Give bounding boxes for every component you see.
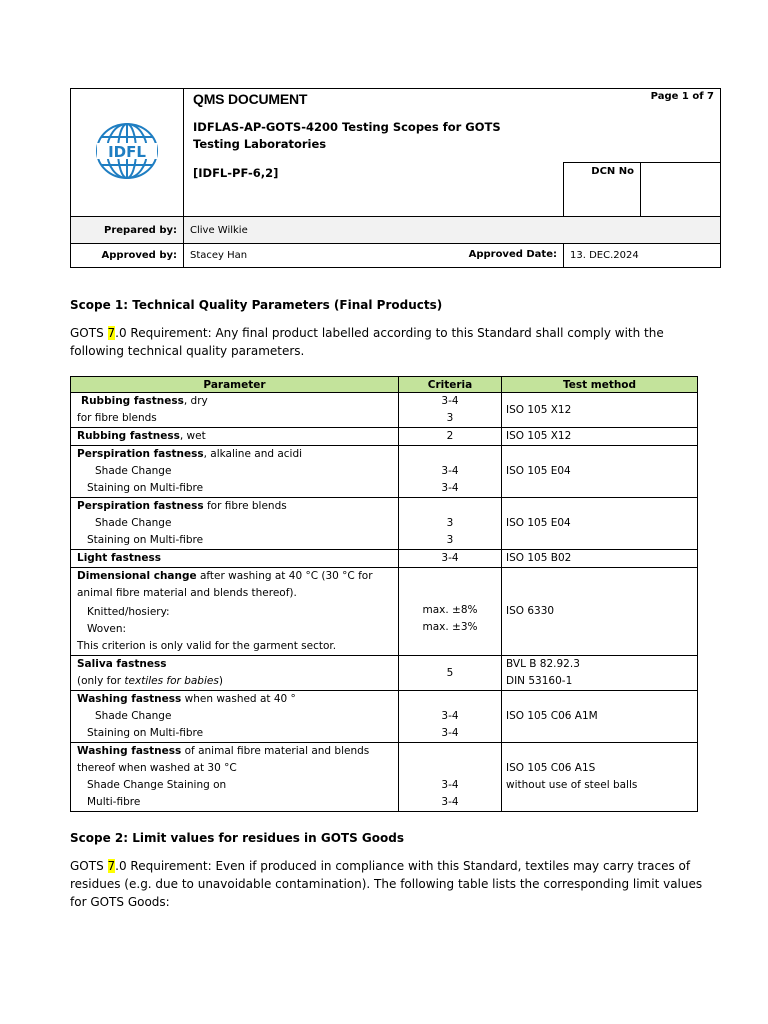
approved-by-cell bbox=[184, 244, 564, 268]
table-row bbox=[71, 743, 698, 812]
scope2-requirement: GOTS 7.0 Requirement: Even if produced in compliance with this Standard, textiles may carry traces of residues (e.g. due to unavoidable contamination). The following table lists the corresponding limit values for GOTS Goods: bbox=[70, 859, 703, 909]
approved-by-value: Stacey Han bbox=[190, 250, 248, 261]
criteria-cell: 5 bbox=[399, 656, 502, 691]
parameter-cell: Perspiration fastness for fibre blends Shade Change Staining on Multi-fibre bbox=[71, 498, 399, 550]
method-cell: ISO 6330 bbox=[502, 568, 698, 656]
parameter-cell: Light fastness bbox=[71, 550, 399, 568]
parameter-cell: Rubbing fastness, dry for fibre blends bbox=[71, 393, 399, 428]
table-row bbox=[71, 428, 698, 446]
method-cell: ISO 105 B02 bbox=[502, 550, 698, 568]
method-cell: BVL B 82.92.3 DIN 53160-1 bbox=[502, 656, 698, 691]
title-cell bbox=[184, 89, 641, 163]
criteria-cell: 2 bbox=[399, 428, 502, 446]
version-highlight: 7 bbox=[107, 859, 116, 873]
column-header-criteria: Criteria bbox=[399, 377, 502, 393]
page-number: Page 1 of 7 bbox=[641, 89, 721, 163]
document-title: IDFLAS-AP-GOTS-4200 Testing Scopes for GOTS Testing Laboratories bbox=[193, 120, 501, 151]
table-row bbox=[71, 656, 698, 691]
parameter-cell: Washing fastness when washed at 40 ° Shade Change Staining on Multi-fibre bbox=[71, 691, 399, 743]
scope1-requirement: GOTS 7.0 Requirement: Any final product labelled according to this Standard shall comply with the following technical quality parameters. bbox=[70, 326, 664, 358]
document-header-table bbox=[70, 88, 721, 268]
dcn-label: DCN No bbox=[564, 163, 641, 217]
criteria-cell: 3-4 3-4 bbox=[399, 691, 502, 743]
method-cell: ISO 105 C06 A1M bbox=[502, 691, 698, 743]
criteria-cell: 3 3 bbox=[399, 498, 502, 550]
approved-date-value: 13. DEC.2024 bbox=[564, 244, 721, 268]
criteria-cell: max. ±8% max. ±3% bbox=[399, 568, 502, 656]
criteria-cell: 3-4 bbox=[399, 550, 502, 568]
prepared-by-label: Prepared by: bbox=[71, 217, 184, 244]
parameter-cell: Perspiration fastness, alkaline and acidi Shade Change Staining on Multi-fibre bbox=[71, 446, 399, 498]
approved-date-label: Approved Date: bbox=[468, 249, 557, 260]
scope1-heading: Scope 1: Technical Quality Parameters (Final Products) bbox=[70, 298, 443, 312]
method-cell: ISO 105 X12 bbox=[502, 428, 698, 446]
qms-document-label: QMS DOCUMENT bbox=[193, 91, 308, 107]
method-cell: ISO 105 E04 bbox=[502, 498, 698, 550]
criteria-cell: 3-4 3-4 bbox=[399, 743, 502, 812]
scope2-heading: Scope 2: Limit values for residues in GOTS Goods bbox=[70, 831, 404, 845]
technical-quality-table bbox=[70, 376, 698, 812]
table-row bbox=[71, 568, 698, 656]
criteria-cell: 3-4 3-4 bbox=[399, 446, 502, 498]
column-header-test-method: Test method bbox=[502, 377, 698, 393]
method-cell: ISO 105 E04 bbox=[502, 446, 698, 498]
parameter-cell: Washing fastness of animal fibre material and blends thereof when washed at 30 °C Shade Change Staining on Multi-fibre bbox=[71, 743, 399, 812]
version-highlight: 7 bbox=[107, 326, 116, 340]
parameter-cell: Dimensional change after washing at 40 °C (30 °C for animal fibre material and blends thereof). Knitted/hosiery: Woven: This criterion is only valid for the garment sector. bbox=[71, 568, 399, 656]
table-row bbox=[71, 393, 698, 428]
svg-text:IDFL: IDFL bbox=[108, 143, 146, 161]
parameter-cell: Rubbing fastness, wet bbox=[71, 428, 399, 446]
dcn-value bbox=[641, 163, 721, 217]
document-code: [IDFL-PF-6,2] bbox=[193, 165, 279, 180]
approved-by-label: Approved by: bbox=[71, 244, 184, 268]
method-cell: ISO 105 X12 bbox=[502, 393, 698, 428]
table-row bbox=[71, 498, 698, 550]
table-row bbox=[71, 550, 698, 568]
criteria-cell: 3-4 3 bbox=[399, 393, 502, 428]
method-cell: ISO 105 C06 A1S without use of steel balls bbox=[502, 743, 698, 812]
table-row bbox=[71, 446, 698, 498]
parameter-cell: Saliva fastness (only for textiles for babies) bbox=[71, 656, 399, 691]
column-header-parameter: Parameter bbox=[71, 377, 399, 393]
table-row bbox=[71, 691, 698, 743]
doc-code-cell bbox=[184, 163, 564, 217]
prepared-by-value: Clive Wilkie bbox=[184, 217, 721, 244]
